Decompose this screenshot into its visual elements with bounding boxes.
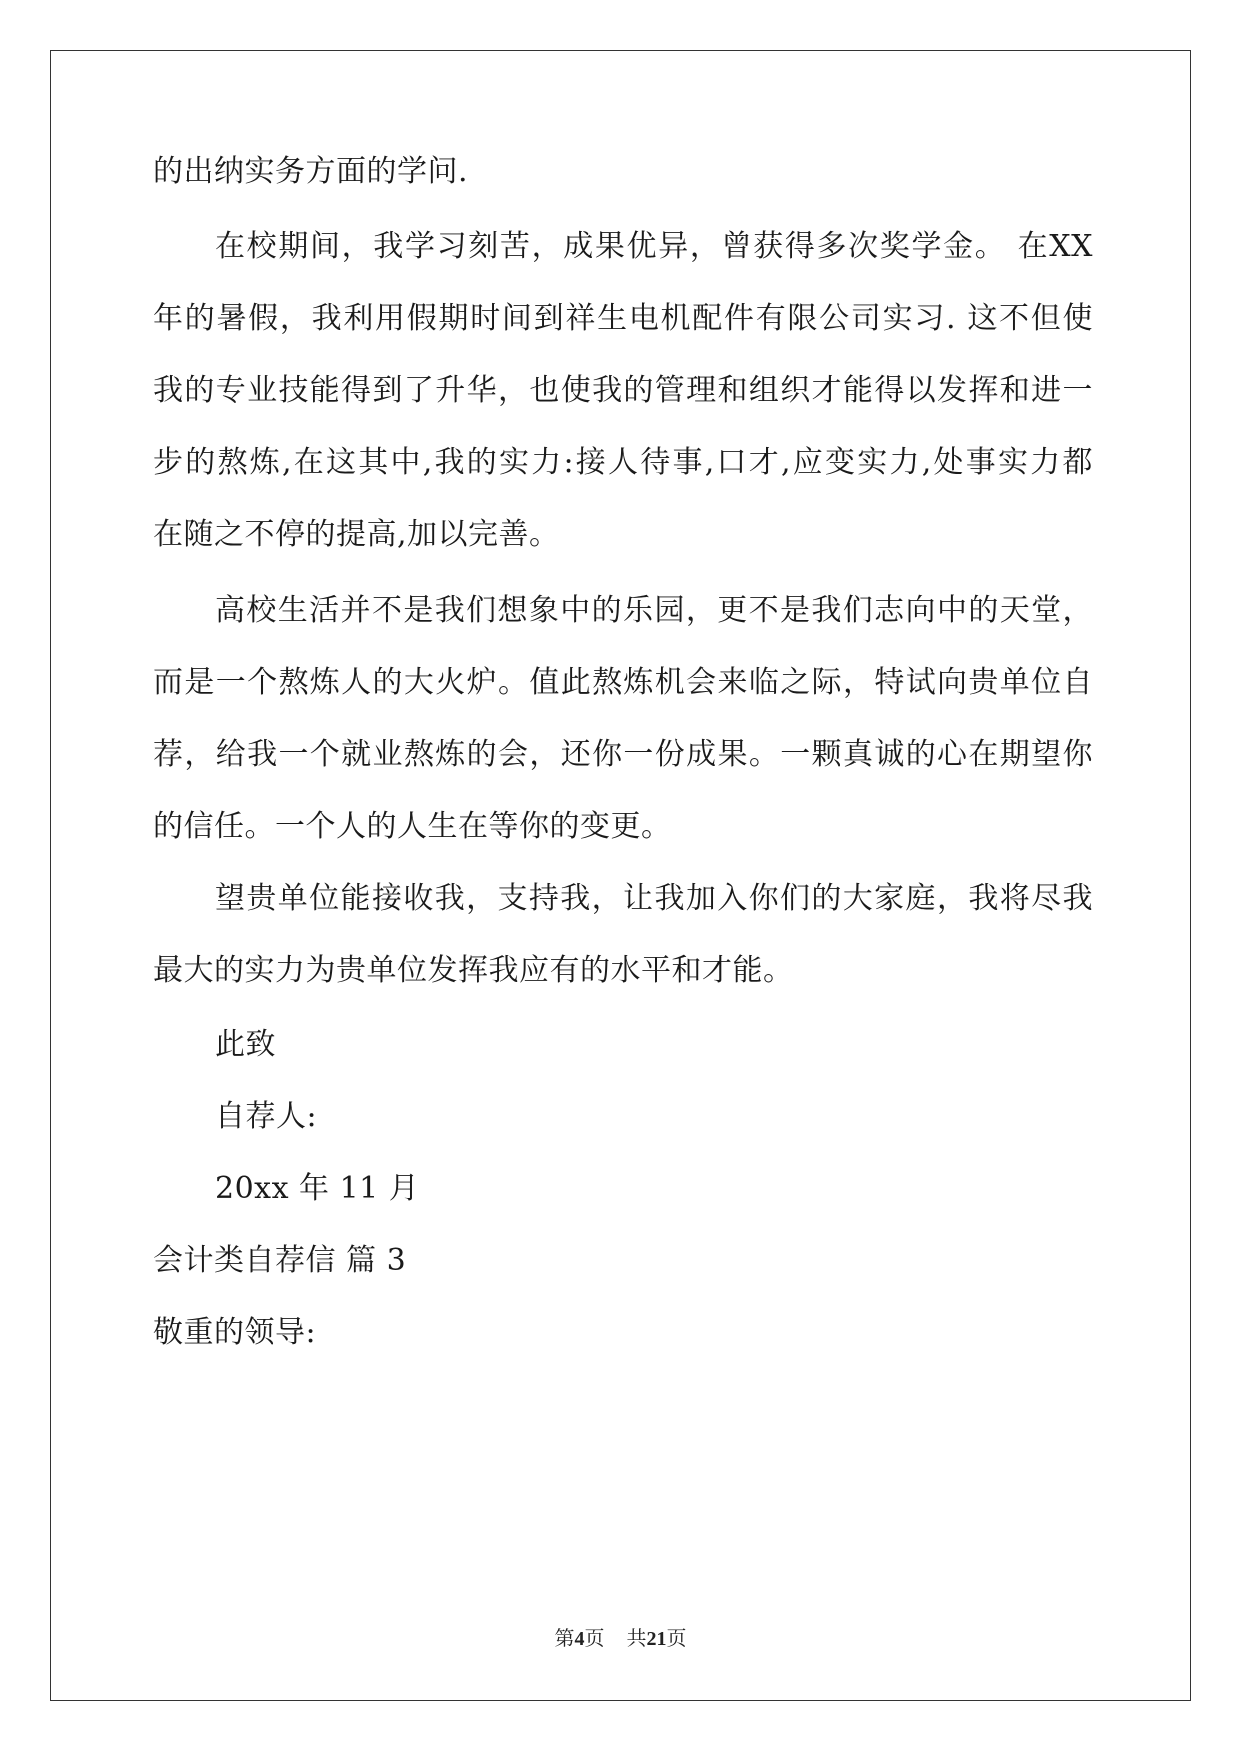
signature-label: 自荐人:: [215, 1099, 318, 1134]
footer-total-suffix: 页: [666, 1628, 687, 1650]
page-border: [50, 50, 1191, 1701]
text-line: 在校期间，我学习刻苦，成果优异，曾获得多次奖学金。 在XX: [215, 229, 1093, 264]
closing-salutation: 此致: [215, 1027, 276, 1062]
date-line: 20xx 年 11 月: [215, 1171, 420, 1206]
text-line: 年的暑假，我利用假期时间到祥生电机配件有限公司实习. 这不但使: [153, 301, 1093, 336]
greeting-line: 敬重的领导:: [153, 1315, 317, 1350]
text-line: 高校生活并不是我们想象中的乐园，更不是我们志向中的天堂，: [215, 593, 1093, 628]
text-line: 的出纳实务方面的学问.: [153, 154, 469, 189]
text-line: 望贵单位能接收我，支持我，让我加入你们的大家庭，我将尽我: [215, 881, 1093, 916]
total-pages-number: 21: [646, 1628, 667, 1650]
text-line: 在随之不停的提高,加以完善。: [153, 517, 560, 552]
current-page-number: 4: [574, 1628, 585, 1650]
text-line: 而是一个熬炼人的大火炉。值此熬炼机会来临之际，特试向贵单位自: [153, 665, 1093, 700]
text-line: 荐，给我一个就业熬炼的会，还你一份成果。一颗真诚的心在期望你: [153, 737, 1093, 772]
text-line: 最大的实力为贵单位发挥我应有的水平和才能。: [153, 953, 794, 988]
text-line: 步的熬炼,在这其中,我的实力:接人待事,口才,应变实力,处事实力都: [153, 445, 1093, 480]
section-heading: 会计类自荐信 篇 3: [153, 1243, 407, 1278]
page-footer: [0, 1628, 1241, 1650]
text-line: 我的专业技能得到了升华，也使我的管理和组织才能得以发挥和进一: [153, 373, 1093, 408]
footer-prefix: 第: [554, 1628, 575, 1650]
text-line: 的信任。一个人的人生在等你的变更。: [153, 809, 672, 844]
footer-page-suffix: 页: [584, 1628, 605, 1650]
footer-total-prefix: 共: [626, 1628, 647, 1650]
